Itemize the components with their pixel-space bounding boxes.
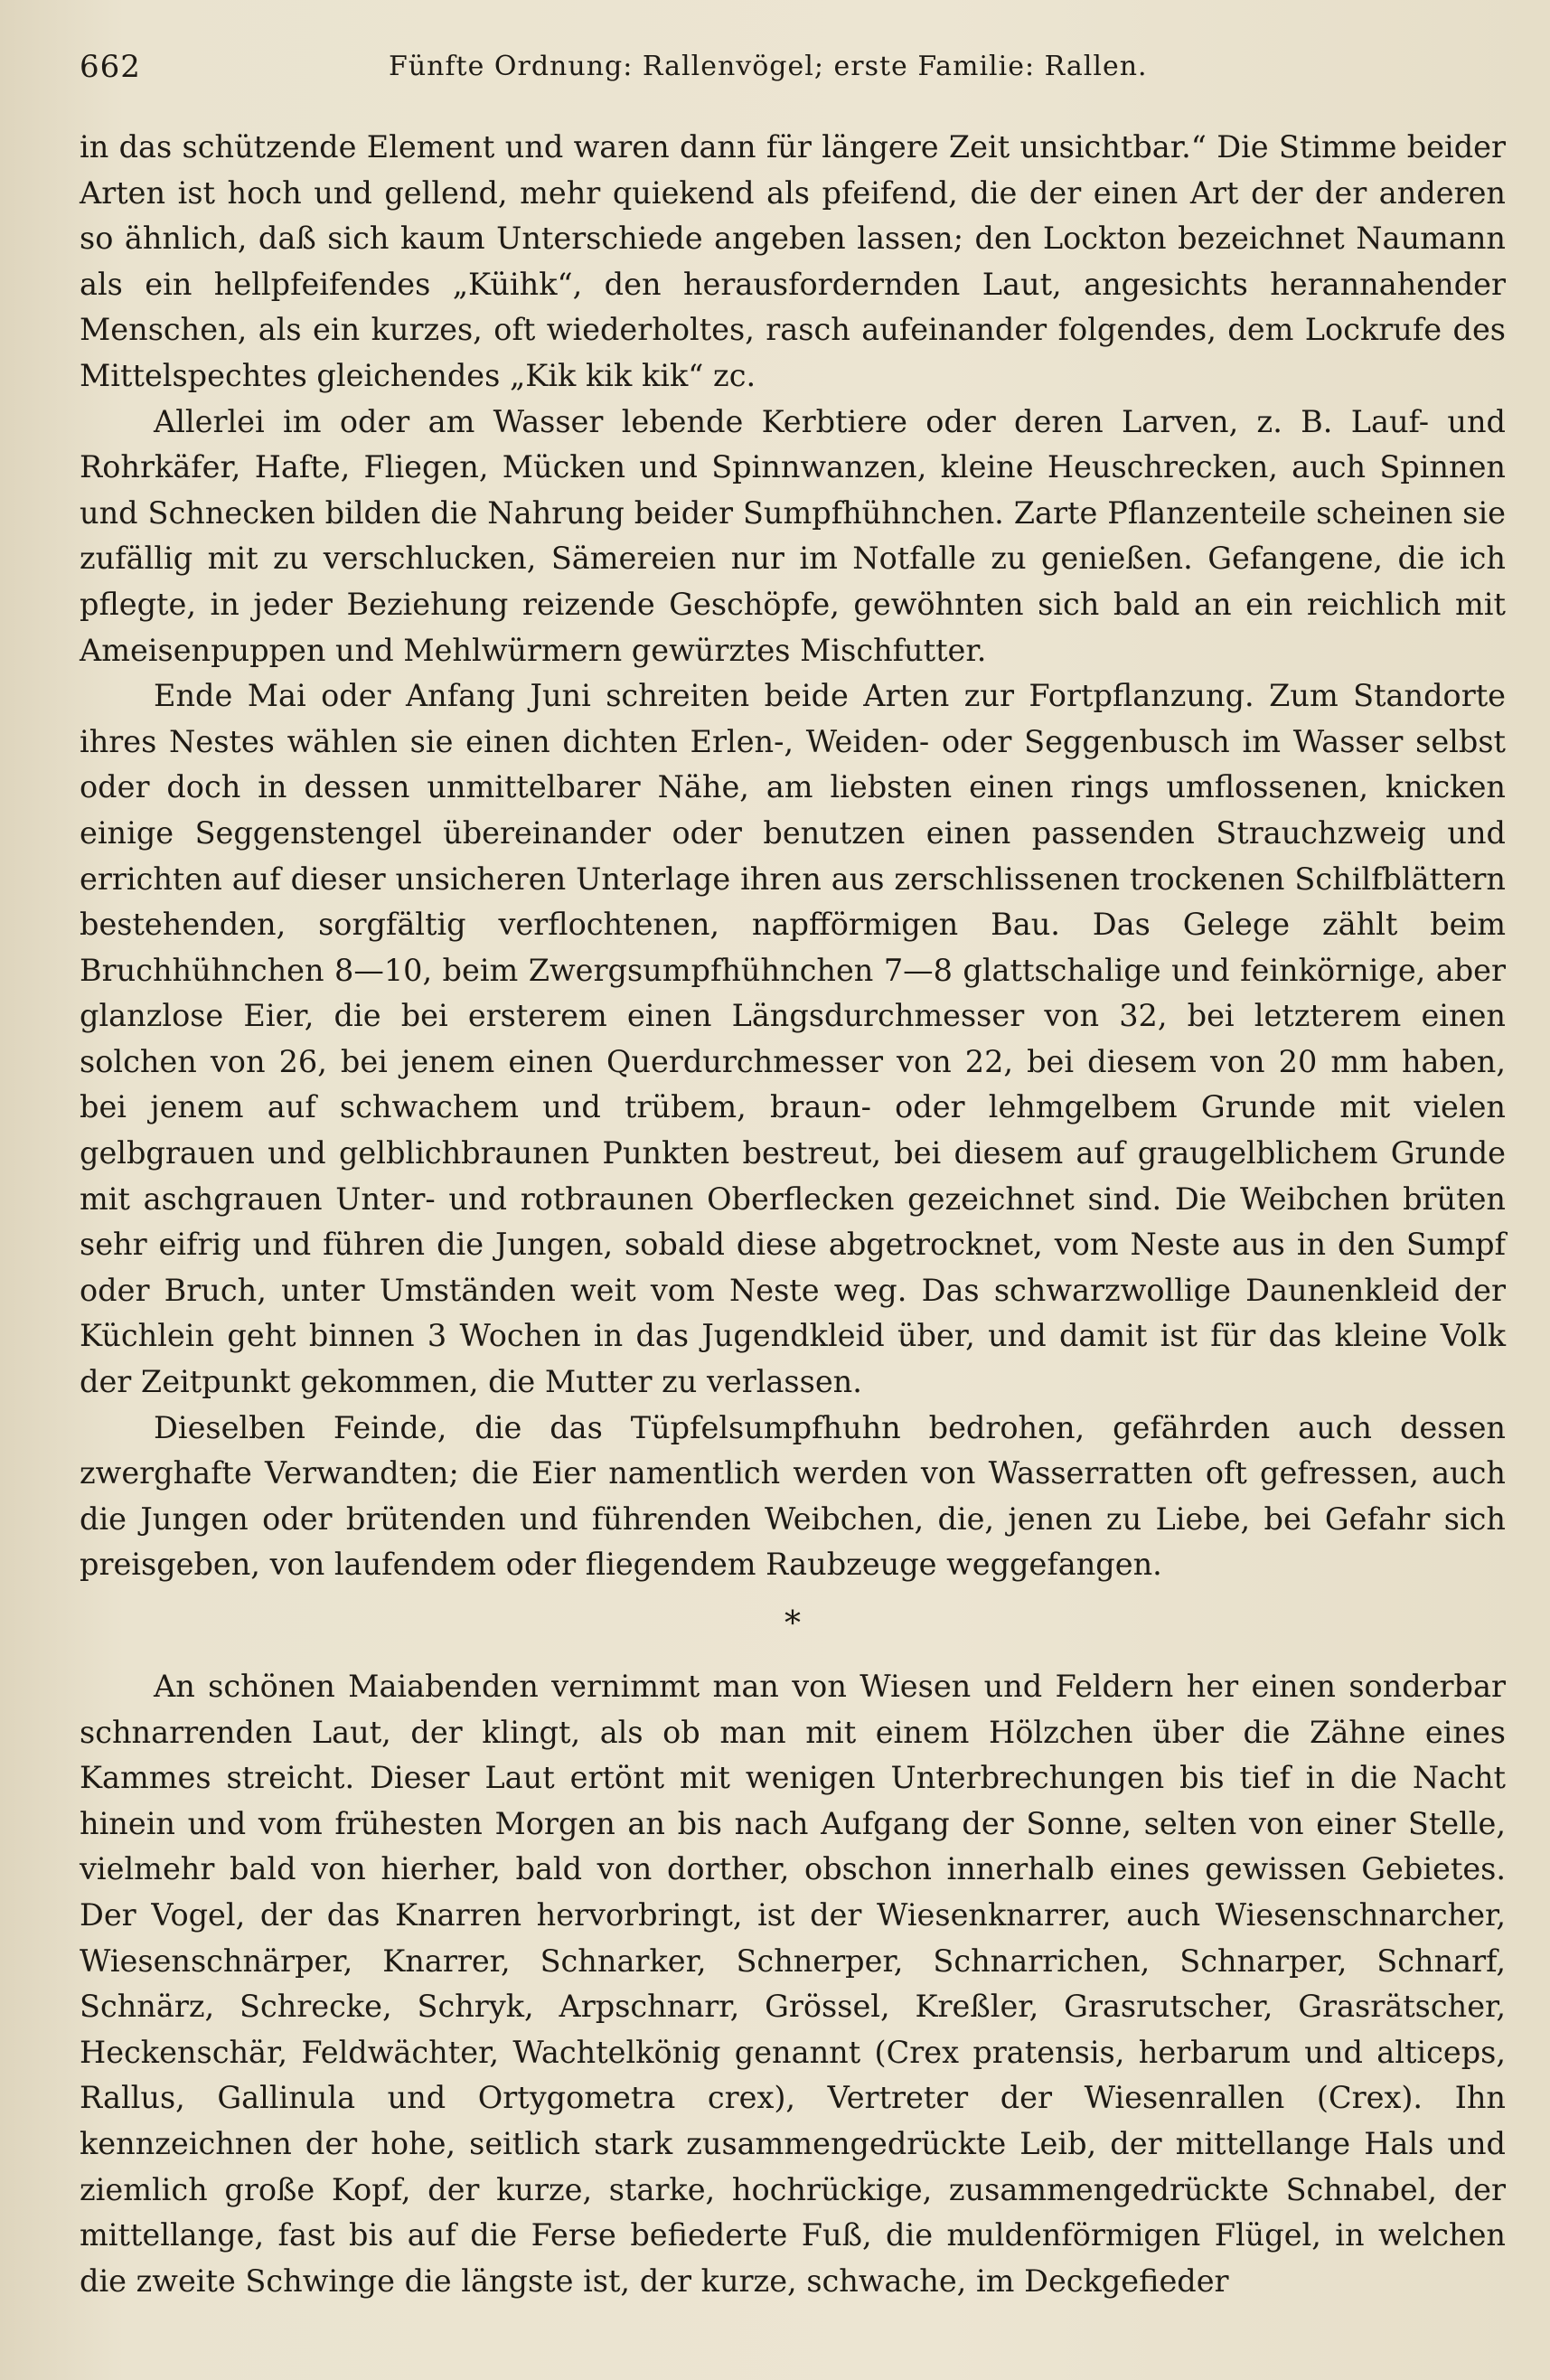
paragraph: Dieselben Feinde, die das Tüpfelsumpfhuhn bedrohen, gefährden auch dessen zwerghafte Verwandten; die Eier namentlich werden von Wasserratten oft gefressen, auch die Jungen oder brütenden und führenden Weibchen, die, jenen zu Liebe, bei Gefahr sich preisgeben, von laufendem oder fliegendem Raubzeuge weggefangen. — [80, 1409, 1506, 1583]
running-head-title: Fünfte Ordnung: Rallenvögel; erste Familie: Rallen. — [389, 51, 1148, 82]
running-head — [0, 0, 1550, 118]
section-divider: * — [784, 1605, 801, 1642]
paragraph: in das schützende Element und waren dann für längere Zeit unsichtbar.“ Die Stimme beider Arten ist hoch und gellend, mehr quiekend als pfeifend, die der einen Art der der anderen so ähnlich, daß sich kaum Unterschiede angeben lassen; den Lockton bezeichnet Naumann als ein hellpfeifendes „Küihk“, den herausfordernden Laut, angesichts herannahender Menschen, als ein kurzes, oft wiederholtes, rasch aufeinander folgendes, dem Lockrufe des Mittelspechtes gleichendes „Kik kik kik“ zc. — [80, 129, 1506, 393]
paragraph: Allerlei im oder am Wasser lebende Kerbtiere oder deren Larven, z. B. Lauf- und Rohrkäfer, Hafte, Fliegen, Mücken und Spinnwanzen, kleine Heuschrecken, auch Spinnen und Schnecken bilden die Nahrung beider Sumpfhühnchen. Zarte Pflanzenteile scheinen sie zufällig mit zu verschlucken, Sämereien nur im Notfalle zu genießen. Gefangene, die ich pflegte, in jeder Beziehung reizende Geschöpfe, gewöhnten sich bald an ein reichlich mit Ameisenpuppen und Mehlwürmern gewürztes Mischfutter. — [80, 403, 1506, 668]
paragraph: An schönen Maiabenden vernimmt man von Wiesen und Feldern her einen sonderbar schnarrenden Laut, der klingt, als ob man mit einem Hölzchen über die Zähne eines Kammes streicht. Dieser Laut ertönt mit wenigen Unterbrechungen bis tief in die Nacht hinein und vom frühesten Morgen an bis nach Aufgang der Sonne, selten von einer Stelle, vielmehr bald von hierher, bald von dorther, obschon innerhalb eines gewissen Gebietes. Der Vogel, der das Knarren hervorbringt, ist der Wiesenknarrer, auch Wiesenschnarcher, Wiesenschnärper, Knarrer, Schnarker, Schnerper, Schnarrichen, Schnarper, Schnarf, Schnärz, Schrecke, Schryk, Arpschnarr, Grössel, Kreßler, Grasrutscher, Grasrätscher, Heckenschär, Feldwächter, Wachtelkönig genannt (Crex pratensis, herbarum und alticeps, Rallus, Gallinula und Ortygometra crex), Vertreter der Wiesenrallen (Crex). Ihn kennzeichnen der hohe, seitlich stark zusammengedrückte Leib, der mittellange Hals und ziemlich große Kopf, der kurze, starke, hochrückige, zusammengedrückte Schnabel, der mittellange, fast bis auf die Ferse befiederte Fuß, die muldenförmigen Flügel, in welchen die zweite Schwinge die längste ist, der kurze, schwache, im Deckgefieder — [80, 1669, 1506, 2299]
page-number: 662 — [80, 49, 141, 85]
body-text — [80, 125, 1506, 2304]
paragraph: Ende Mai oder Anfang Juni schreiten beide Arten zur Fortpflanzung. Zum Standorte ihres Nestes wählen sie einen dichten Erlen-, Weiden- oder Seggenbusch im Wasser selbst oder doch in dessen unmittelbarer Nähe, am liebsten einen rings umflossenen, knicken einige Seggenstengel übereinander oder benutzen einen passenden Strauchzweig und errichten auf dieser unsicheren Unterlage ihren aus zerschlissenen trockenen Schilfblättern bestehenden, sorgfältig verflochtenen, napfförmigen Bau. Das Gelege zählt beim Bruchhühnchen 8—10, beim Zwergsumpfhühnchen 7—8 glattschalige und feinkörnige, aber glanzlose Eier, die bei ersterem einen Längsdurchmesser von 32, bei letzterem einen solchen von 26, bei jenem einen Querdurchmesser von 22, bei diesem von 20 mm haben, bei jenem auf schwachem und trübem, braun- oder lehmgelbem Grunde mit vielen gelbgrauen und gelblichbraunen Punkten bestreut, bei diesem auf graugelblichem Grunde mit aschgrauen Unter- und rotbraunen Oberflecken gezeichnet sind. Die Weibchen brüten sehr eifrig und führen die Jungen, sobald diese abgetrocknet, vom Neste aus in den Sumpf oder Bruch, unter Umständen weit vom Neste weg. Das schwarzwollige Daunenkleid der Küchlein geht binnen 3 Wochen in das Jugendkleid über, und damit ist für das kleine Volk der Zeitpunkt gekommen, die Mutter zu verlassen. — [80, 678, 1506, 1400]
